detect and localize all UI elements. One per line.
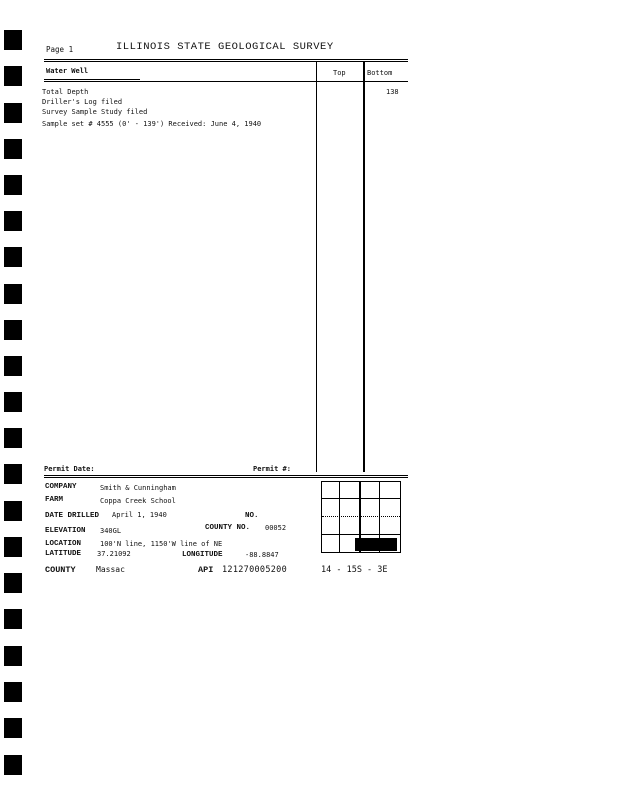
punch-hole (4, 103, 22, 123)
location-value: 100'N line, 1150'W line of NE (100, 540, 223, 548)
grid-line (322, 534, 400, 535)
farm-label: FARM (45, 496, 64, 504)
farm-value: Coppa Creek School (100, 497, 176, 505)
punch-hole (4, 682, 22, 702)
punch-hole (4, 537, 22, 557)
api-value: 121270005200 (222, 565, 288, 575)
punch-hole (4, 646, 22, 666)
log-entry-bottom: 138 (386, 88, 399, 96)
punch-hole (4, 247, 22, 267)
column-divider (363, 62, 365, 472)
page-title: ILLINOIS STATE GEOLOGICAL SURVEY (116, 41, 334, 53)
elevation-label: ELEVATION (45, 527, 86, 535)
page-label: Page 1 (46, 45, 74, 54)
punch-hole (4, 501, 22, 521)
punch-hole (4, 392, 22, 412)
permit-number-label: Permit #: (253, 465, 291, 473)
grid-line (322, 516, 400, 518)
section-rule (44, 475, 408, 476)
log-entry: Total Depth (42, 88, 89, 96)
location-label: LOCATION (45, 540, 82, 548)
log-entry: Sample set # 4555 (0' - 139') Received: June 4, 1940 (42, 120, 262, 128)
punch-hole (4, 718, 22, 738)
punch-hole (4, 175, 22, 195)
punch-hole (4, 211, 22, 231)
latitude-value: 37.21092 (97, 550, 131, 558)
punch-hole (4, 30, 22, 50)
punch-hole (4, 139, 22, 159)
date-drilled-label: DATE DRILLED (45, 512, 100, 520)
well-location-marker (355, 538, 397, 551)
api-label: API (198, 565, 214, 575)
header-rule (44, 59, 408, 60)
punch-holes (4, 0, 24, 800)
header-rule (44, 61, 408, 62)
date-drilled-value: April 1, 1940 (112, 511, 167, 519)
longitude-value: -88.8847 (245, 551, 279, 559)
section-grid (321, 481, 401, 553)
punch-hole (4, 356, 22, 376)
col-top-header: Top (333, 69, 346, 77)
punch-hole (4, 66, 22, 86)
company-label: COMPANY (45, 483, 77, 491)
elevation-value: 340GL (100, 527, 122, 535)
no-label: NO. (245, 512, 259, 520)
permit-date-label: Permit Date: (44, 465, 95, 473)
col-bottom-header: Bottom (367, 69, 393, 77)
log-entry: Survey Sample Study filed (42, 108, 148, 116)
punch-hole (4, 428, 22, 448)
column-divider (316, 62, 317, 472)
county-label: COUNTY (45, 565, 76, 575)
header-underline (44, 79, 140, 80)
township-range: 14 - 15S - 3E (321, 565, 388, 575)
punch-hole (4, 464, 22, 484)
punch-hole (4, 755, 22, 775)
county-no-value: 00052 (265, 524, 287, 532)
latitude-label: LATITUDE (45, 550, 82, 558)
section-rule (44, 477, 408, 478)
well-type: Water Well (46, 67, 89, 75)
grid-line (322, 498, 400, 499)
company-value: Smith & Cunningham (100, 484, 176, 492)
punch-hole (4, 284, 22, 304)
punch-hole (4, 320, 22, 340)
county-value: Massac (96, 565, 125, 574)
punch-hole (4, 573, 22, 593)
header-underline (44, 81, 408, 82)
log-entry: Driller's Log filed (42, 98, 123, 106)
punch-hole (4, 609, 22, 629)
longitude-label: LONGITUDE (182, 551, 223, 559)
county-no-label: COUNTY NO. (205, 524, 251, 532)
